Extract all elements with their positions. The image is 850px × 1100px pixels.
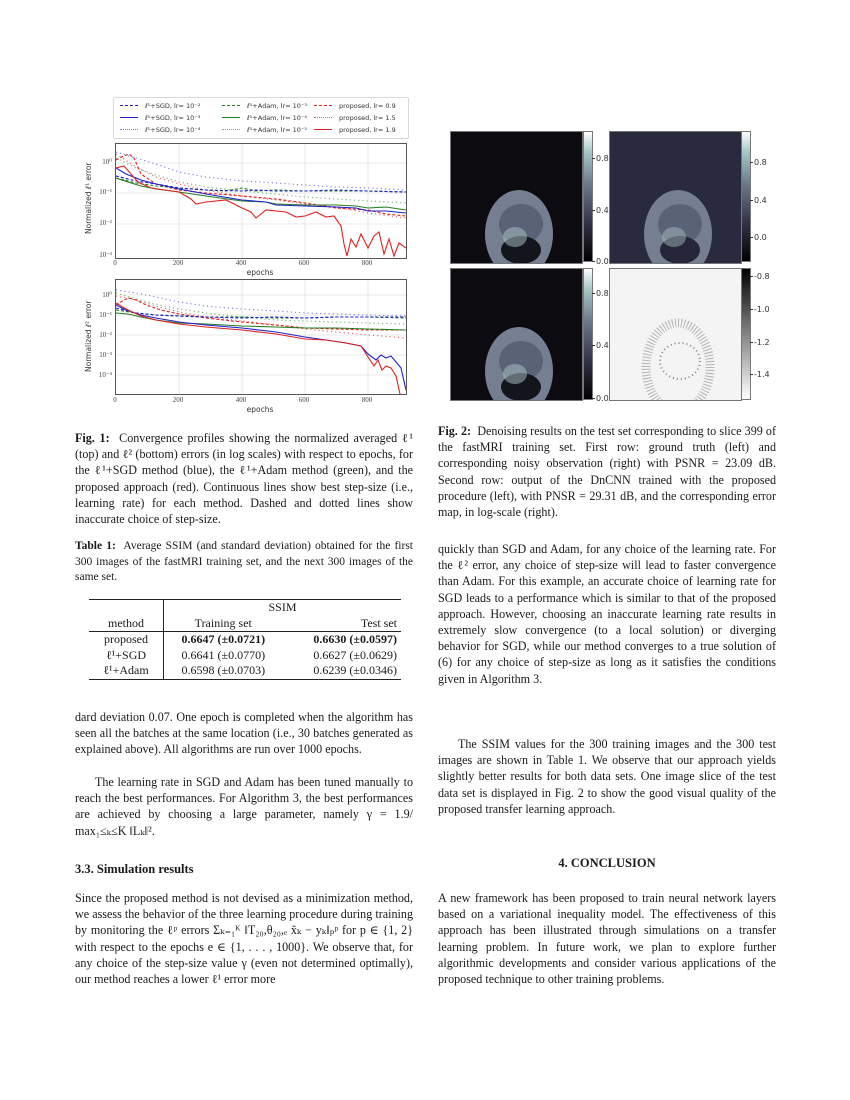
method-cell: ℓ¹+SGD [89,648,164,664]
legend-label: ℓ¹+Adam, lr= 10⁻⁴ [247,113,307,122]
xtick: 200 [172,396,184,404]
knee-mri-icon [451,132,582,263]
right-paragraph-2: The SSIM values for the 300 training images and the 300 test images are shown in Table 1. We observe that our approach yields slightly better results for both data sets. One image slice of the test data set is displayed in Fig. 2 to show the good visual quality of the proposed transfer learning approach. [438,737,776,816]
colorbar-tick: -1.4 [750,370,770,379]
xtick: 400 [235,396,247,404]
section-heading-conclusion: 4. CONCLUSION [558,856,656,870]
xtick: 800 [361,259,373,267]
legend-label: ℓ¹+SGD, lr= 10⁻⁴ [145,125,201,134]
bottom-plot-xlabel: epochs [246,405,274,414]
legend-label: ℓ¹+Adam, lr= 10⁻³ [247,101,307,110]
xtick: 600 [298,259,310,267]
figure1-legend [113,97,409,139]
legend-swatch [222,105,240,106]
right-paragraph-1: quickly than SGD and Adam, for any choice of the learning rate. For the ℓ² error, any choice of step-size will lead to faster convergence than Adam. For this example, an accurate choice of learning rate for SGD leads to a performance which is similar to that of the proposed approach. However, choosing an inaccurate learning rate results in extremely slow convergence (to a local solution) or diverging behavior for SGD, while our method converges to a true solution of (6) for any choice of step-size as long as it satisfies the conditions given in Algorithm 3. [438,542,776,686]
section-heading-3-3: 3.3. Simulation results [75,862,194,876]
ytick: 10⁻³ [99,351,112,359]
top-plot-canvas [116,144,406,258]
legend-swatch [222,129,240,130]
colorbar-tick: -0.8 [750,272,770,281]
train-cell: 0.6598 (±0.0703) [181,663,266,677]
colorbar-tick: -1.2 [750,338,770,347]
col-header-test: Test set [360,615,397,630]
ytick: 10⁻³ [99,251,112,259]
caption-text: Convergence profiles showing the normalized averaged ℓ¹ (top) and ℓ² (bottom) errors (in log scales) with respect to epochs, for the ℓ¹+SGD method (blue), the ℓ¹+Adam method (green), and the proposed approach (red). Continuous lines show best step-size (i.e., learning rate) for each method. Dashed and dotted lines show inaccurate choice of step-size. [75,431,414,527]
legend-label: proposed, lr= 1.5 [339,113,396,122]
noisy-observation-image [609,131,742,264]
xtick: 600 [298,396,310,404]
legend-swatch [120,129,138,130]
left-paragraph-3: Since the proposed method is not devised as a minimization method, we assess the behavior of the three learning procedure during training by monitoring the ℓᵖ errors Σₖ₌₁ᴷ ‖T₂₀,θ₂₀,ₑ x̃ₖ − yₖ‖ₚᵖ for p ∈ {1, 2} with respect to the epochs e ∈ {1, . . . , 1000}. We observe that, for any choice of the step-size value γ (even not determined optimally), our method reaches a lower ℓ¹ error more [75,891,413,987]
legend-swatch [314,105,332,106]
xtick: 0 [113,259,117,267]
caption-label: Table 1 [75,540,112,552]
knee-mri-icon [451,269,582,400]
ytick: 10⁻¹ [99,311,112,319]
colorbar-tick: 0.0 [592,394,609,403]
error-map-icon [610,269,741,400]
colorbar [583,131,593,262]
train-cell: 0.6647 (±0.0721) [181,632,266,646]
colorbar-tick: 0.0 [750,233,767,242]
test-cell: 0.6627 (±0.0629) [313,647,397,662]
bottom-plot-ylabel: Normalized ℓ² error [84,300,93,372]
xtick: 400 [235,259,247,267]
table1-caption: Table 1: Average SSIM (and standard deviation) obtained for the first 300 images of the fastMRI training set, and the next 300 images of the same set. [75,540,413,583]
legend-swatch [120,117,138,118]
ssim-table [89,599,401,680]
xtick: 200 [172,259,184,267]
caption-text: Average SSIM (and standard deviation) obtained for the first 300 images of the fastMRI training set, and the next 300 images of the same set. [75,540,413,583]
colorbar-tick: 0.4 [592,206,609,215]
colorbar [741,268,751,400]
ytick: 10⁰ [102,291,112,299]
ytick: 10⁰ [102,158,112,166]
legend-swatch [314,129,332,130]
top-plot-xlabel: epochs [246,268,274,277]
test-cell: 0.6630 (±0.0597) [313,632,397,646]
table-row [89,663,401,679]
col-header-train: Training set [194,615,252,630]
colorbar-tick: -1.0 [750,305,770,314]
col-header-method: method [89,616,164,632]
legend-label: ℓ¹+Adam, lr= 10⁻⁵ [247,125,307,134]
ground-truth-image [450,131,583,264]
table-row [89,648,401,664]
legend-swatch [120,105,138,106]
legend-label: ℓ¹+SGD, lr= 10⁻² [145,101,201,110]
ytick: 10⁻⁴ [98,371,112,379]
left-paragraph-1: dard deviation 0.07. One epoch is completed when the algorithm has seen all the batches at the same location (i.e., 30 batches generated as explained above). All algorithms are run over 1000 epochs. [75,710,413,757]
colorbar-tick: 0.4 [750,196,767,205]
bottom-plot-l2-error [115,279,407,395]
legend-label: proposed, lr= 1.9 [339,125,396,134]
figure1-caption: Fig. 1: Convergence profiles showing the normalized averaged ℓ¹ (top) and ℓ² (bottom) errors (in log scales) with respect to epochs, for the ℓ¹+SGD method (blue), the ℓ¹+Adam method (green), and the proposed approach (red). Continuous lines show best step-size (i.e., learning rate) for each method. Dashed and dotted lines show inaccurate choice of step-size. [75,431,414,527]
bottom-plot-canvas [116,280,406,394]
legend-label: ℓ¹+SGD, lr= 10⁻³ [145,113,201,122]
colorbar-tick: 0.8 [750,158,767,167]
knee-mri-icon [610,132,741,263]
test-cell: 0.6239 (±0.0346) [313,663,397,677]
method-cell: proposed [89,632,164,648]
legend-label: proposed, lr= 0.9 [339,101,396,110]
colorbar-tick: 0.4 [592,341,609,350]
table-row [89,632,401,648]
caption-label: Fig. 1 [75,431,106,445]
caption-label: Fig. 2 [438,424,467,438]
colorbar-tick: 0.0 [592,257,609,266]
ytick: 10⁻² [99,219,112,227]
colorbar [583,268,593,400]
caption-text: Denoising results on the test set corresponding to slice 399 of the fastMRI training set. First row: ground truth (left) and corresponding noisy observation (right) with PSNR = 23.09 dB. Second row: output of the DnCNN trained with the proposed procedure (left), with PNSR = 29.31 dB, and the corresponding error map, in log-scale (right). [438,424,777,520]
ytick: 10⁻² [99,331,112,339]
ytick: 10⁻¹ [99,188,112,196]
train-cell: 0.6641 (±0.0770) [181,647,266,662]
legend-swatch [222,117,240,118]
method-cell: ℓ¹+Adam [89,663,164,679]
top-plot-l1-error [115,143,407,259]
right-paragraph-3: A new framework has been proposed to train neural network layers based on a variational inequality model. The effectiveness of this approach has been illustrated through simulations on a transfer learning problem. In future work, we plan to explore further algorithmic developments and consider various applications of the proposed technique to other training problems. [438,891,776,987]
left-paragraph-2: The learning rate in SGD and Adam has been tuned manually to reach the best performances. For Algorithm 3, the best performances are achieved by choosing a large parameter, namely γ = 1.9/ max₁≤ₖ≤K ‖Lₖ‖². [75,775,413,838]
colorbar-tick: 0.8 [592,289,609,298]
top-plot-ylabel: Normalized ℓ¹ error [84,162,93,234]
legend-swatch [314,117,332,118]
ssim-group-header: SSIM [268,600,297,614]
denoised-output-image [450,268,583,401]
figure2-caption: Fig. 2: Denoising results on the test set corresponding to slice 399 of the fastMRI training set. First row: ground truth (left) and corresponding noisy observation (right) with PSNR = 23.09 dB. Second row: output of the DnCNN trained with the proposed procedure (left), with PNSR = 29.31 dB, and the corresponding error map, in log-scale (right). [438,424,777,520]
colorbar-tick: 0.8 [592,154,609,163]
error-map-image [609,268,742,401]
xtick: 0 [113,396,117,404]
xtick: 800 [361,396,373,404]
